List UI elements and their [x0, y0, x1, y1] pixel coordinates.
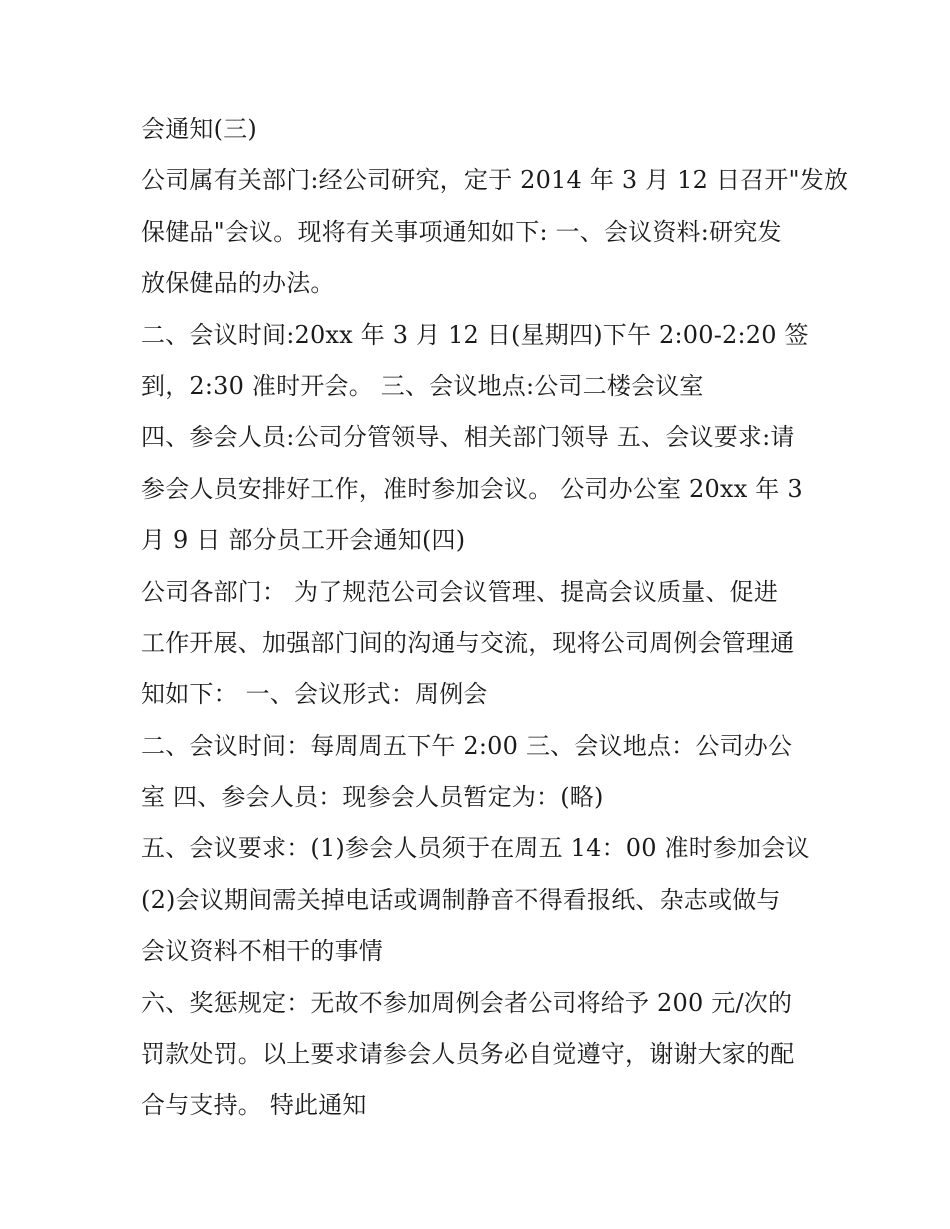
document-line: 罚款处罚。以上要求请参会人员务必自觉遵守，谢谢大家的配 [141, 1040, 795, 1069]
document-line: 五、会议要求：(1)参会人员须于在周五 14：00 准时参加会议 [141, 834, 810, 863]
document-line: 月 9 日 部分员工开会通知(四) [141, 526, 466, 555]
document-line: 室 四、参会人员：现参会人员暂定为：(略) [141, 783, 604, 812]
document-line: 公司属有关部门:经公司研究，定于 2014 年 3 月 12 日召开"发放 [141, 166, 849, 195]
document-line: 会通知(三) [141, 115, 257, 143]
document-line: (2)会议期间需关掉电话或调制静音不得看报纸、杂志或做与 [141, 885, 781, 914]
document-line: 知如下： 一、会议形式：周例会 [141, 680, 488, 709]
document-line: 二、会议时间：每周周五下午 2:00 三、会议地点：公司办公 [141, 731, 793, 760]
document-line: 四、参会人员:公司分管领导、相关部门领导 五、会议要求:请 [141, 423, 795, 452]
document-line: 二、会议时间:20xx 年 3 月 12 日(星期四)下午 2:00-2:20 签 [141, 320, 809, 349]
document-line: 工作开展、加强部门间的沟通与交流，现将公司周例会管理通 [141, 628, 795, 657]
document-line: 到，2:30 准时开会。 三、会议地点:公司二楼会议室 [141, 371, 704, 400]
document-line: 公司各部门： 为了规范公司会议管理、提高会议质量、促进 [141, 577, 779, 606]
document-line: 会议资料不相干的事情 [141, 937, 383, 966]
document-line: 六、奖惩规定：无故不参加周例会者公司将给予 200 元/次的 [141, 988, 793, 1017]
document-line: 保健品"会议。现将有关事项通知如下: 一、会议资料:研究发 [141, 217, 782, 246]
document-line: 放保健品的办法。 [141, 269, 335, 298]
document-line: 参会人员安排好工作，准时参加会议。 公司办公室 20xx 年 3 [141, 474, 803, 503]
document-line: 合与支持。 特此通知 [141, 1091, 367, 1120]
document-body [141, 108, 849, 1136]
